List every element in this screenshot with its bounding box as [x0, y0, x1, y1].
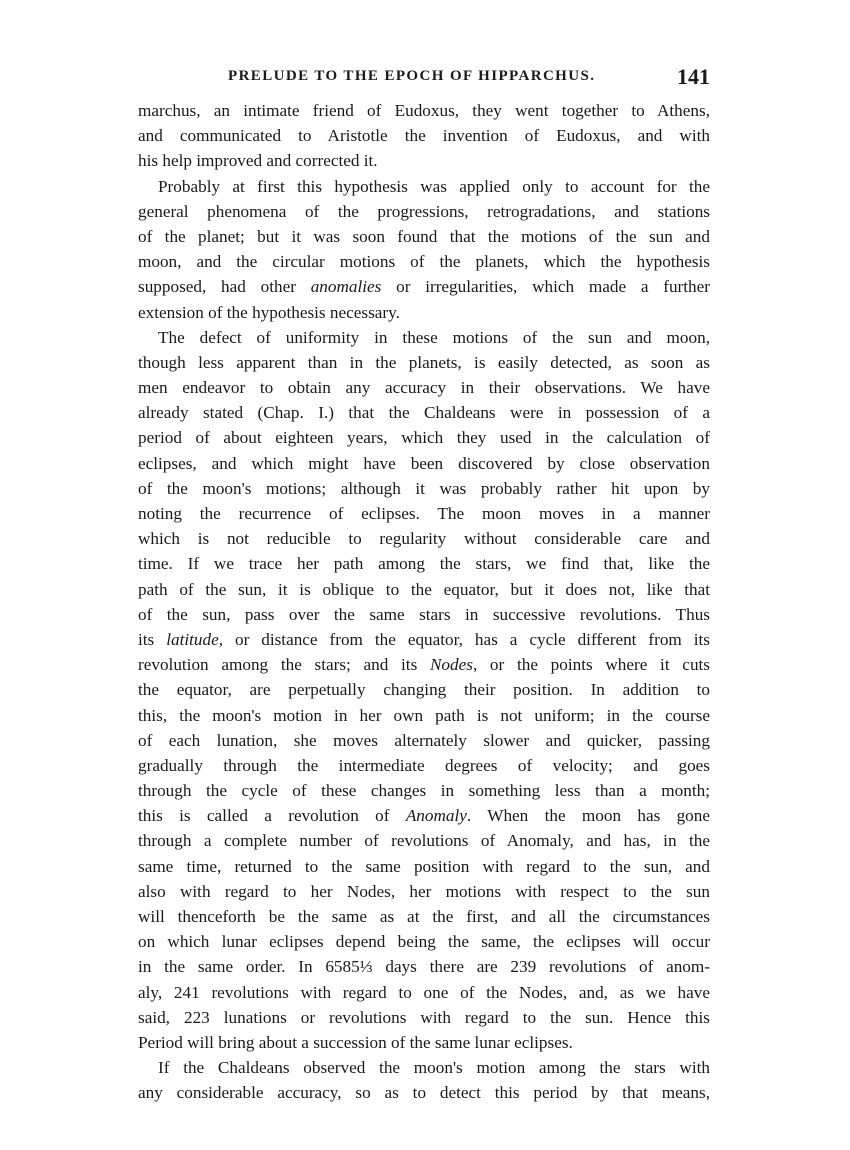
text-line: any considerable accuracy, so as to detect this period by that means, — [138, 1083, 710, 1103]
text-line: period of about eighteen years, which they used in the calculation of — [138, 428, 710, 448]
text-line: The defect of uniformity in these motions of the sun and moon, — [158, 327, 710, 347]
text-line: Probably at first this hypothesis was applied only to account for the — [158, 176, 710, 196]
text-line: though less apparent than in the planets, is easily detected, as soon as — [138, 352, 710, 372]
text-line: said, 223 lunations or revolutions with regard to the sun. Hence this — [138, 1007, 710, 1027]
running-title: PRELUDE TO THE EPOCH OF HIPPARCHUS. — [228, 68, 596, 84]
text-line: on which lunar eclipses depend being the same, the eclipses will occur — [138, 932, 710, 952]
text-line: general phenomena of the progressions, retrogradations, and stations — [138, 201, 710, 221]
text-line: and communicated to Aristotle the invention of Eudoxus, and with — [138, 126, 710, 146]
page-number: 141 — [677, 64, 710, 89]
text-line: the equator, are perpetually changing their position. In addition to — [138, 680, 710, 700]
text-line: If the Chaldeans observed the moon's motion among the stars with — [158, 1058, 710, 1078]
text-line: eclipses, and which might have been discovered by close observation — [138, 453, 710, 473]
text-line: same time, returned to the same position with regard to the sun, and — [138, 856, 710, 876]
text-line: of the planet; but it was soon found that the motions of the sun and — [138, 226, 710, 246]
text-line: this is called a revolution of Anomaly. When the moon has gone — [138, 806, 710, 826]
paragraph — [138, 325, 710, 1055]
text-line: noting the recurrence of eclipses. The moon moves in a manner — [138, 504, 710, 523]
text-line: will thenceforth be the same as at the first, and all the circumstances — [138, 907, 710, 926]
paragraph — [138, 1055, 710, 1105]
text-line: revolution among the stars; and its Nodes, or the points where it cuts — [138, 655, 710, 675]
paragraph — [138, 174, 710, 325]
running-head — [138, 64, 710, 94]
text-line: aly, 241 revolutions with regard to one of the Nodes, and, as we have — [138, 982, 710, 1002]
text-line: Period will bring about a succession of the same lunar eclipses. — [138, 1032, 573, 1052]
text-line: gradually through the intermediate degrees of velocity; and goes — [138, 755, 710, 775]
text-line: his help improved and corrected it. — [138, 151, 378, 171]
text-line: also with regard to her Nodes, her motions with respect to the sun — [138, 881, 710, 901]
text-line: extension of the hypothesis necessary. — [138, 302, 400, 322]
text-line: this, the moon's motion in her own path is not uniform; in the course — [138, 705, 710, 725]
text-line: men endeavor to obtain any accuracy in their observations. We have — [138, 378, 710, 398]
text-line: of the moon's motions; although it was probably rather hit upon by — [138, 478, 710, 498]
paragraph — [138, 98, 710, 174]
text-line: its latitude, or distance from the equator, has a cycle different from its — [138, 629, 710, 649]
text-line: moon, and the circular motions of the planets, which the hypothesis — [138, 252, 710, 272]
text-line: of the sun, pass over the same stars in successive revolutions. Thus — [138, 604, 710, 624]
text-line: time. If we trace her path among the stars, we find that, like the — [138, 554, 710, 574]
body-text — [138, 98, 710, 1106]
text-line: supposed, had other anomalies or irregularities, which made a further — [138, 277, 710, 297]
text-line: marchus, an intimate friend of Eudoxus, they went together to Athens, — [138, 101, 710, 120]
text-line: which is not reducible to regularity without considerable care and — [138, 529, 710, 549]
text-line: in the same order. In 6585⅓ days there are 239 revolutions of anom- — [138, 957, 710, 977]
text-line: path of the sun, it is oblique to the equator, but it does not, like that — [138, 579, 710, 599]
text-line: through a complete number of revolutions of Anomaly, and has, in the — [138, 831, 710, 851]
text-line: of each lunation, she moves alternately slower and quicker, passing — [138, 730, 710, 750]
text-line: already stated (Chap. I.) that the Chaldeans were in possession of a — [138, 403, 710, 423]
text-line: through the cycle of these changes in something less than a month; — [138, 781, 710, 801]
